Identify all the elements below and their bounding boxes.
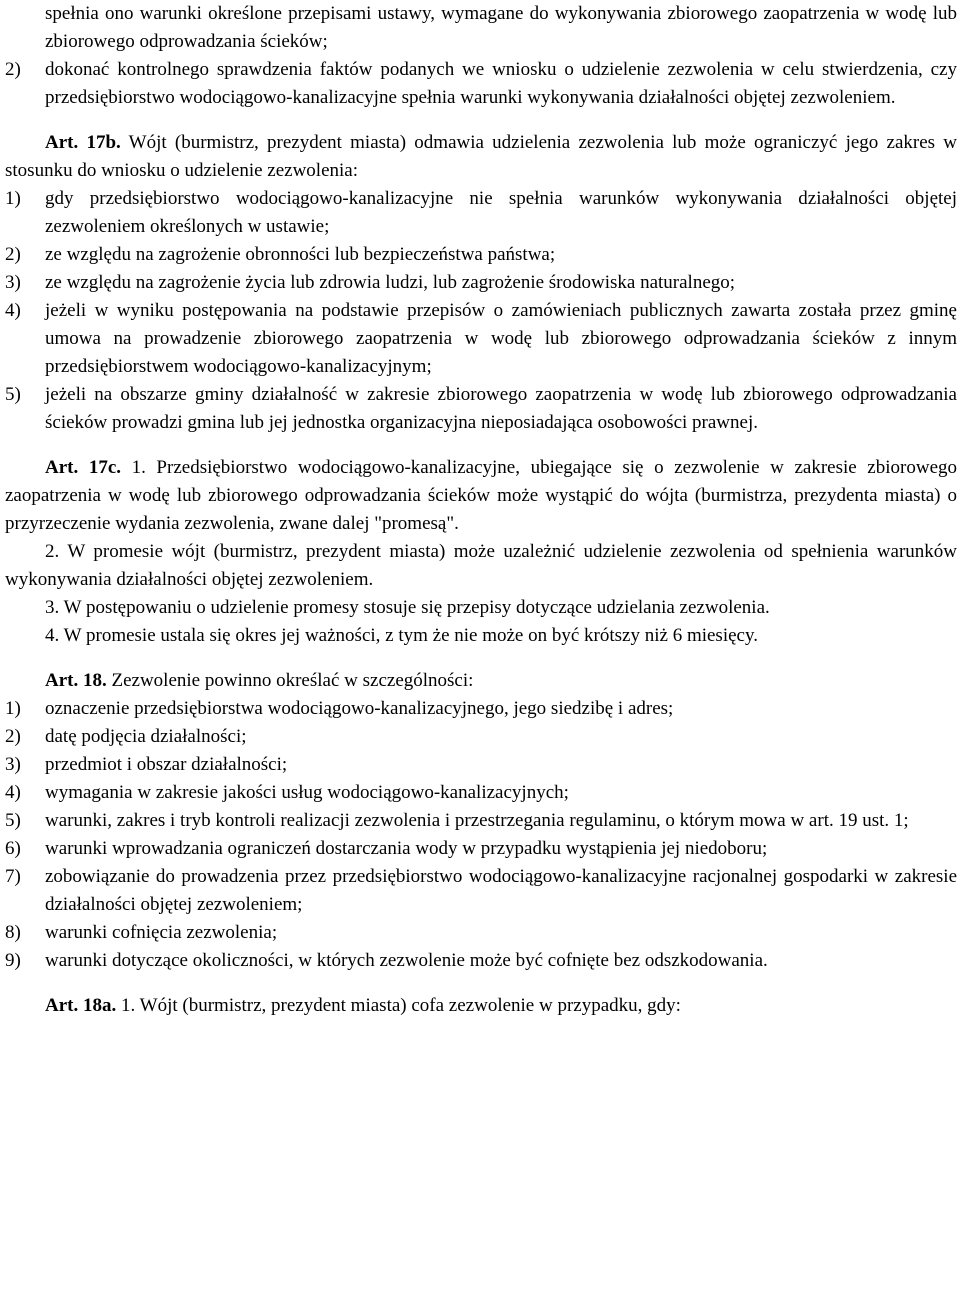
item-number: 6) (5, 838, 21, 859)
item-text: ze względu na zagrożenie życia lub zdrowia ludzi, lub zagrożenie środowiska naturalnego; (45, 272, 736, 293)
item-text: oznaczenie przedsiębiorstwa wodociągowo-kanalizacyjnego, jego siedzibę i adres; (45, 698, 674, 719)
paragraph-number: 2. (45, 541, 60, 562)
list-item (5, 241, 957, 269)
item-text: dokonać kontrolnego sprawdzenia faktów podanych we wniosku o udzielenie zezwolenia w celu stwierdzenia, czy przedsiębiorstwo wodociągowo-kanalizacyjne spełnia warunki wykonywania działalności objętej zezwoleniem. (45, 59, 957, 108)
item-text: jeżeli w wyniku postępowania na podstawie przepisów o zamówieniach publicznych zawarta została przez gminę umowa na prowadzenie zbiorowego zaopatrzenia w wodę lub zbiorowego odprowadzania ścieków z innym przedsiębiorstwem wodociągowo-kanalizacyjnym; (45, 300, 957, 377)
paragraph-number: 1. (116, 995, 136, 1016)
item-text: ze względu na zagrożenie obronności lub bezpieczeństwa państwa; (45, 244, 556, 265)
item-number: 3) (5, 272, 21, 293)
item-number: 2) (5, 726, 21, 747)
article-17b-list (5, 185, 957, 437)
item-number: 7) (5, 866, 21, 887)
list-item (5, 297, 957, 381)
item-number: 5) (5, 810, 21, 831)
item-number: 3) (5, 754, 21, 775)
article-17c-paragraph-3 (5, 594, 957, 622)
article-18a-paragraph-1 (5, 992, 957, 1020)
paragraph-number: 4. (45, 625, 60, 646)
article-label: Art. 17c. (45, 457, 121, 478)
item-number: 1) (5, 188, 21, 209)
article-17c-paragraph-4 (5, 622, 957, 650)
item-1-continuation: spełnia ono warunki określone przepisami ustawy, wymagane do wykonywania zbiorowego zaopatrzenia w wodę lub zbiorowego odprowadzania ścieków; (45, 3, 957, 52)
item-text: wymagania w zakresie jakości usług wodociągowo-kanalizacyjnych; (45, 782, 569, 803)
item-number: 2) (5, 59, 21, 80)
item-text: warunki, zakres i tryb kontroli realizacji zezwolenia i przestrzegania regulaminu, o którym mowa w art. 19 ust. 1; (45, 810, 909, 831)
item-number: 4) (5, 782, 21, 803)
item-text: datę podjęcia działalności; (45, 726, 247, 747)
item-text: warunki wprowadzania ograniczeń dostarczania wody w przypadku wystąpienia jej niedoboru; (45, 838, 768, 859)
item-text: gdy przedsiębiorstwo wodociągowo-kanalizacyjne nie spełnia warunków wykonywania działalności objętej zezwoleniem określonych w ustawie; (45, 188, 957, 237)
list-item (5, 723, 957, 751)
list-item (5, 381, 957, 437)
paragraph-text: W promesie wójt (burmistrz, prezydent miasta) może uzależnić udzielenie zezwolenia od spełnienia warunków wykonywania działalności objętej zezwoleniem. (5, 541, 957, 590)
paragraph-text: Wójt (burmistrz, prezydent miasta) cofa zezwolenie w przypadku, gdy: (135, 995, 681, 1016)
list-item (5, 56, 957, 112)
item-number: 9) (5, 950, 21, 971)
paragraph-text: W postępowaniu o udzielenie promesy stosuje się przepisy dotyczące udzielania zezwolenia. (59, 597, 770, 618)
article-intro-text: Wójt (burmistrz, prezydent miasta) odmawia udzielenia zezwolenia lub może ograniczyć jego zakres w stosunku do wniosku o udzielenie zezwolenia: (5, 132, 957, 181)
list-item (5, 779, 957, 807)
list-item (5, 863, 957, 919)
item-number: 5) (5, 384, 21, 405)
item-text: przedmiot i obszar działalności; (45, 754, 288, 775)
list-item (5, 835, 957, 863)
article-18-intro (5, 667, 957, 695)
article-label: Art. 18a. (45, 995, 117, 1016)
list-item (5, 185, 957, 241)
paragraph-text: W promesie ustala się okres jej ważności, z tym że nie może on być krótszy niż 6 miesięcy. (59, 625, 758, 646)
item-number: 8) (5, 922, 21, 943)
list-item (5, 751, 957, 779)
item-number: 2) (5, 244, 21, 265)
item-number: 1) (5, 698, 21, 719)
item-text: jeżeli na obszarze gminy działalność w zakresie zbiorowego zaopatrzenia w wodę lub zbiorowego odprowadzania ścieków prowadzi gmina lub jej jednostka organizacyjna nieposiadająca osobowości prawnej. (45, 384, 957, 433)
list-item (5, 695, 957, 723)
item-text: warunki dotyczące okoliczności, w których zezwolenie może być cofnięte bez odszkodowania. (45, 950, 768, 971)
article-label: Art. 17b. (45, 132, 121, 153)
list-item (5, 807, 957, 835)
list-item (5, 269, 957, 297)
article-17b-intro (5, 129, 957, 185)
paragraph-number: 1. (131, 457, 146, 478)
item-number: 4) (5, 300, 21, 321)
article-label: Art. 18. (45, 670, 107, 691)
article-18-list (5, 695, 957, 975)
list-item (5, 919, 957, 947)
article-intro-text: Zezwolenie powinno określać w szczególności: (106, 670, 474, 691)
list-item (5, 947, 957, 975)
paragraph-text: Przedsiębiorstwo wodociągowo-kanalizacyjne, ubiegające się o zezwolenie w zakresie zbiorowego zaopatrzenia w wodę lub zbiorowego odprowadzania ścieków może wystąpić do wójta (burmistrza, prezydenta miasta) o przyrzeczenie wydania zezwolenia, zwane dalej "promesą". (5, 457, 957, 534)
article-17c-paragraph-2 (5, 538, 957, 594)
item-text: zobowiązanie do prowadzenia przez przedsiębiorstwo wodociągowo-kanalizacyjne racjonalnej gospodarki w zakresie działalności objętej zezwoleniem; (45, 866, 957, 915)
paragraph-number: 3. (45, 597, 60, 618)
item-text: warunki cofnięcia zezwolenia; (45, 922, 278, 943)
article-17c-paragraph-1 (5, 454, 957, 538)
